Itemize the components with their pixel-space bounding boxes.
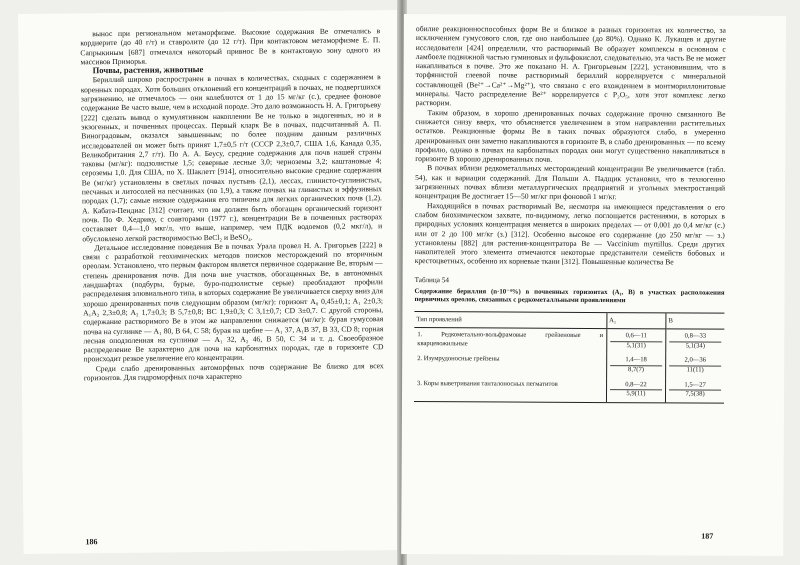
left-paragraph-1: Бериллий широко распространен в почвах в количествах, сходных с содержанием в коренных породах. Хотя больших отклонений его концентраций в почвах, не подвергшихся загрязнению, не отмечалось — они колеблются от 1 до 15 мг/кг (с.), среднее фоновое содержание Be часто выше, чем в исходной породе. Это дало возможность Н. А. Григорьеву [222] сделать вывод о кумулятивном накоплении Be не только в эндогенных, но и в экзогенных, и почвенных процессах. Первый кларк Be в почвах, подсчитанный А. П. Виноградовым, оказался завышенным; по более поздним данным различных исследователей он может быть принят 1,7±0,5 г/т (СССР 2,3±0,7, США 1,6, Канада 0,35, Великобритания 2,7 г/т). По А. А. Беусу, средние содержания для почв нашей страны таковы (мг/кг): подзолистые 1,5; северные лесные 3,0; черноземы 3,2; каштановые 4; сероземы 1,0. Для США, по Х. Шаклетт [914], относительно высокие средние содержания Be (мг/кг) установлены в светлых почвах пустынь (2,1), лессах, глинисто-суглинистых, песчаных и литосолей на песчаниках (по 1,9), а также почвах на глинистых и эффузивных породах (1,7); самые низкие содержания его типичны для легких органических почв (1,2). А. Кабата-Пендиас [312] считает, что им должен быть обогащен органический горизонт почв. По Ф. Хедрику, с соавторами (1977 г.), концентрации Be в почвенных растворах составляет 0,4—1,0 мкг/л, что выше, например, чем ПДК водоемов (0,2 мкг/л), и обусловлено легкой растворимостью BeCl₂ и BeSO₄. bbox=[80, 72, 383, 243]
beryllium-table bbox=[414, 311, 724, 403]
a1-range: 0,8—22 bbox=[610, 381, 662, 391]
a1-range: 1,4—18 bbox=[610, 356, 662, 366]
left-paragraph-2: Детальное исследование поведения Be в почвах Урала провел Н. А. Григорьев [222] в связи с разработкой геохимических методов поисков месторождений по вторичным ореолам. Установлено, что первым фактором является первичное содержание Be, вторым — степень дренирования почв. Для почв вне участков, обогащенных Be, в автономных ландшафтах (подбуры, бурые, буро-подзолистые серые) преобладают профили распределения элювиального типа, в которых содержание Be увеличивается сверху вниз для хорошо дренированных почв следующим образом (мг/кг): горизонт A₀ 0,45±0,1; A₁ 2±0,3; A₁A₂ 2,3±0,8; A₂ 1,7±0,3; B 5,7±0,8; BC 1,9±0,3; C 3,1±0,7; CD 3±0,7. С другой стороны, содержание растворимого Be в этом же направлении снижается (мг/кг): бурая гумусовая почва на суглинке — A₁ 80, B 64, C 58; бурая на щебне — A₁ 37, A₁B 37, B 33, CD 8; горная лесная оподзоленная на суглинке — A₁ 32, A₂ 46, B 50, C 34 и т. д. Своеобразное распределение Be характерно для почв на карбонатных породах, где в горизонте CD происходит резкое увеличение его концентрации. bbox=[82, 240, 384, 364]
table-row bbox=[414, 328, 724, 354]
right-paragraph-1: обилие реакционноспособных форм Be и близкое в разных горизонтах их количество, за исключением гумусового слоя, где оно наибольшее (до 80%). Однако К. Лукащев и другие исследователи [424] определили, что растворимый Be образует комплексы в основном с ламбоеле подвижной частью гуминовых и фульфокислот, следовательно, эта часть Be не может накапливаться в почве. Это же показано Н. А. Григорьевым [222], установившим, что в торфянистой глеевой почве растворимый бериллий коррелируется с минеральной составляющей (Be²⁺→Ca²⁺→Mg²⁺), что связано с его вхождением в монтмориллонитовые минералы. Часто распределение Be²⁺ коррелируется с P₂O₅, хотя этот комплекс легко растворим. bbox=[415, 24, 726, 108]
table-header-b: B bbox=[666, 313, 724, 330]
b-mean: 5,1(34) bbox=[685, 342, 705, 350]
table-row-label: 1. Редкометально-вольфрамовые грейзеновые и кварцевожильные bbox=[417, 331, 604, 348]
page-number-left: 186 bbox=[85, 537, 98, 547]
a1-mean: 5,9(11) bbox=[626, 390, 646, 398]
section-heading: Почвы, растения, животные bbox=[92, 64, 204, 76]
table-header-a1: A₁ bbox=[607, 312, 667, 329]
table-row bbox=[414, 352, 724, 378]
a1-mean: 5,1(31) bbox=[626, 341, 646, 349]
left-page bbox=[18, 10, 406, 554]
table-row bbox=[414, 377, 724, 403]
table-caption: Таблица 54 bbox=[414, 275, 449, 284]
left-top-paragraph: вынос при региональном метаморфизме. Высокие содержания Be отмечались в кордиерите (до 40 г/т) и ставролите (до 12 г/т). При контактовом метаморфизме Е. П. Сапрыкиным [687] отмечался некоторый привнос Be в контактовую зону одного из массивов Приморья. bbox=[80, 26, 381, 67]
table-row-label: 2. Изумрудоносные грейзены bbox=[417, 355, 500, 363]
page-number-right: 187 bbox=[701, 531, 714, 541]
b-range: 1,5—27 bbox=[669, 381, 721, 391]
table-row-label: 3. Коры выветривания танталоносных пегматитов bbox=[414, 377, 606, 403]
a1-range: 0,6—11 bbox=[610, 332, 662, 342]
right-text-column bbox=[414, 24, 726, 403]
right-paragraph-2: Таким образом, в хорошо дренированных почвах содержание прочно связанного Be снижается снизу вверх, что объясняется увеличением в этом направлении растительных остатков. Реакционные формы Be в таких почвах образуются слабо, в умеренно дренированных они заметно накапливаются в горизонте B, в слабо дренированных — по всему профилю, однако в почвах на карбонатных породах они могут существенно накапливаться в горизонте B хорошо дренированных почв. bbox=[415, 107, 726, 164]
b-mean: 11(11) bbox=[686, 366, 704, 374]
b-range: 0,8—33 bbox=[669, 333, 721, 343]
table-header-row bbox=[414, 311, 724, 329]
left-paragraph-3: Среди слабо дренированных автоморфных почв содержание Be близко для всех горизонтов. Для гидроморфных почв характерно bbox=[83, 360, 384, 383]
right-paragraph-3: В почвах вблизи редкометалльных месторождений концентрации Be увеличивается (табл. 54), как и вариации содержаний. Для Польши А. Падщик установил, что в техногенно загрязненных почвах вблизи металлургических предприятий и угольных электростанций концентрация Be достигает 15—50 мг/кг при фоновой 1 мг/кг. bbox=[415, 163, 726, 202]
table-title: Содержание бериллия (n·10⁻⁴%) в почвенных горизонтах (A₁, B) в участках расположения первичных ореолов, связанных с редкометалльными проявлениями bbox=[414, 288, 725, 305]
b-range: 2,0—36 bbox=[669, 357, 721, 367]
left-text-column bbox=[80, 26, 384, 382]
right-page bbox=[401, 14, 786, 556]
table-header-type: Тип проявлений bbox=[414, 311, 606, 328]
a1-mean: 8,7(7) bbox=[628, 366, 645, 374]
b-mean: 7,5(38) bbox=[685, 390, 705, 398]
right-paragraph-4: Находящийся в почвах растворимый Be, несмотря на имеющиеся представления о его слабом биохимическом захвате, по-видимому, легко поглощается растениями, в которых в природных условиях концентрация меняется в широких пределах — от 0,001 до 0,4 мг/кг (с.) или от 2 до 100 мг/кг (з.) [312]. Особенно высокое его содержание (до 250 мг/кг — з.) установлены [882] для растения-концентратора Be — Vaccinium myrtillus. Среди других накопителей этого элемента отмечаются некоторые представители семейств бобовых и крестоцветных, особенно их корневые ткани [312]. Повышенные количества Be bbox=[414, 200, 726, 267]
